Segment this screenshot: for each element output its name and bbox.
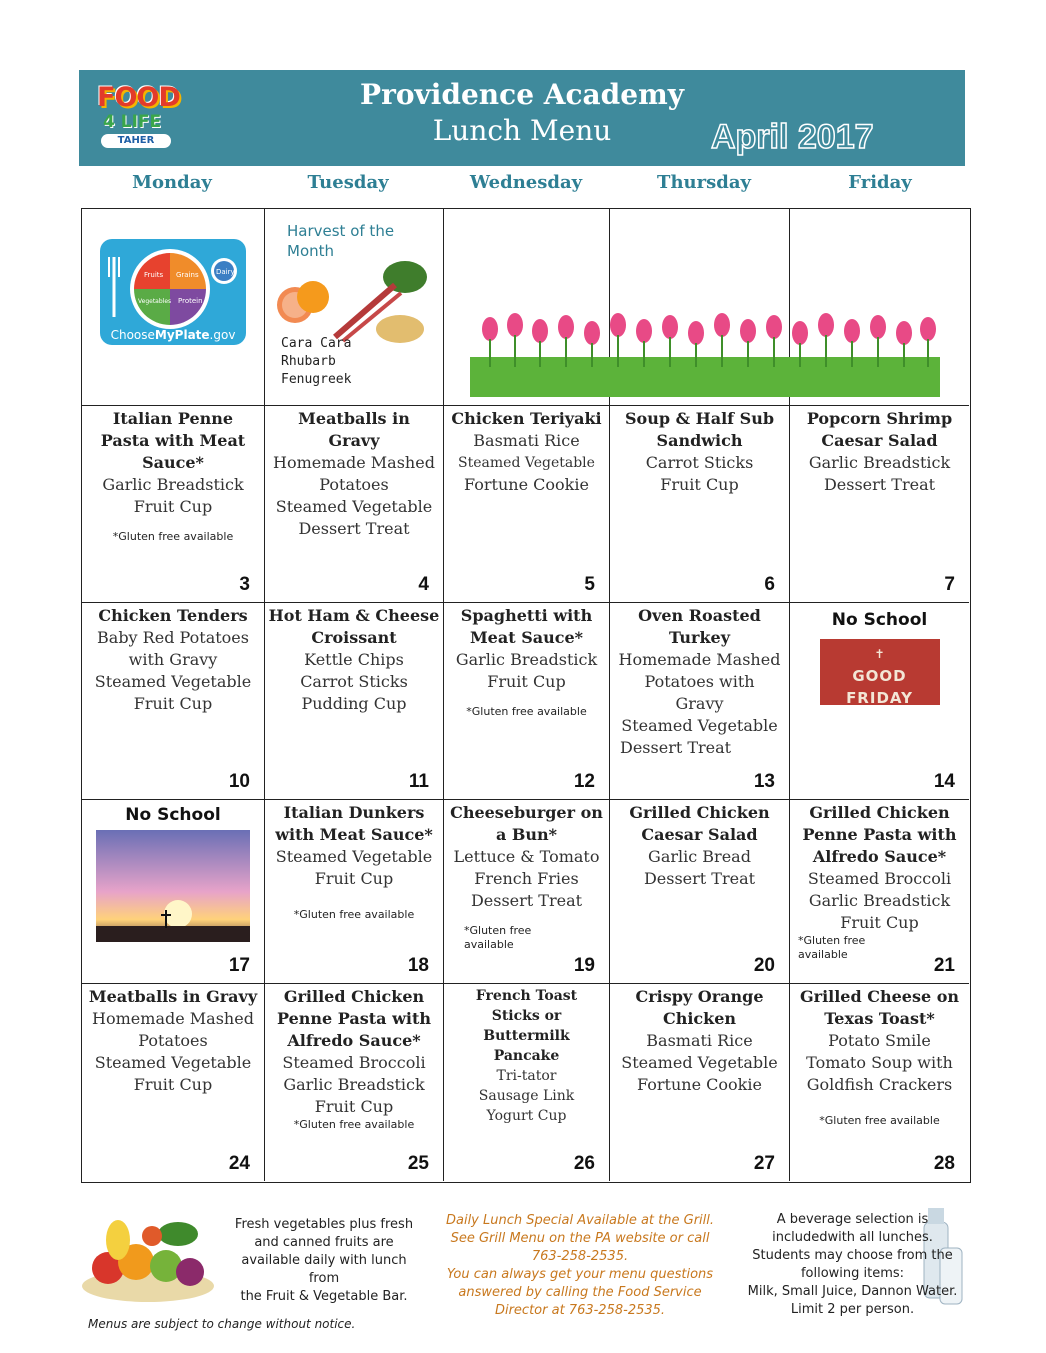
menu-cell-apr-13 bbox=[610, 603, 790, 800]
gluten-free-note: *Gluten free available bbox=[112, 530, 234, 543]
main-dish bbox=[82, 605, 264, 627]
footer-line: the Fruit & Vegetable Bar. bbox=[240, 1289, 408, 1304]
main-dish bbox=[444, 605, 609, 649]
myplate-cell bbox=[82, 209, 265, 406]
gluten-free-note: *Gluten free available bbox=[466, 705, 587, 718]
myplate-fruits-label: Fruits bbox=[144, 271, 164, 279]
side-line: Basmati Rice bbox=[473, 431, 580, 450]
main-line: Grilled Chicken bbox=[629, 803, 770, 822]
myplate-caption-post: .gov bbox=[209, 328, 236, 342]
side-line: Steamed Vegetable bbox=[94, 1053, 252, 1072]
side-line: Homemade Mashed bbox=[273, 453, 435, 472]
main-line: Sandwich bbox=[656, 431, 743, 450]
side-line: Carrot Sticks bbox=[300, 672, 408, 691]
main-dish bbox=[610, 408, 789, 452]
footer-line: includedwith all lunches. bbox=[772, 1230, 933, 1245]
side-line: Potatoes with bbox=[644, 672, 755, 691]
main-dish bbox=[444, 408, 609, 430]
main-dish bbox=[610, 802, 789, 846]
menu-cell-apr-7 bbox=[790, 406, 969, 603]
side-dishes bbox=[82, 474, 264, 518]
footer-line: Fresh vegetables plus fresh bbox=[234, 1217, 414, 1232]
side-dishes bbox=[265, 452, 443, 540]
side-line: Kettle Chips bbox=[304, 650, 404, 669]
harvest-produce-image bbox=[265, 257, 435, 347]
day-header-tuesday: Tuesday bbox=[307, 172, 389, 193]
menu-cell-apr-11 bbox=[265, 603, 444, 800]
menu-cell-apr-12 bbox=[444, 603, 610, 800]
sunrise-cross-image bbox=[96, 830, 250, 942]
main-dish bbox=[82, 408, 264, 474]
side-line: Steamed Vegetable bbox=[621, 1053, 778, 1072]
side-line: Carrot Sticks bbox=[645, 453, 754, 472]
date-number: 19 bbox=[573, 955, 595, 976]
side-line: Fruit Cup bbox=[487, 672, 566, 691]
main-dish bbox=[610, 605, 789, 649]
date-number: 5 bbox=[584, 574, 595, 595]
main-line: Alfredo Sauce* bbox=[287, 1031, 421, 1050]
side-line: Fortune Cookie bbox=[637, 1075, 762, 1094]
side-line: Potatoes bbox=[319, 475, 389, 494]
side-dishes bbox=[265, 649, 443, 715]
main-dish bbox=[265, 605, 443, 649]
main-line: Cheeseburger on bbox=[450, 803, 603, 822]
main-line: Texas Toast* bbox=[824, 1009, 935, 1028]
side-line: Gravy bbox=[675, 694, 724, 713]
day-header-wednesday: Wednesday bbox=[469, 172, 583, 193]
footer-line: Students may choose from the bbox=[752, 1248, 953, 1263]
date-number: 3 bbox=[239, 574, 250, 595]
date-number: 20 bbox=[753, 955, 775, 976]
side-line: Garlic Bread bbox=[648, 847, 751, 866]
gluten-free-note: *Gluten free available bbox=[464, 924, 532, 951]
side-line: Fruit Cup bbox=[840, 913, 919, 932]
no-school-label: No School bbox=[125, 805, 221, 825]
header-banner bbox=[79, 70, 965, 166]
date-number: 25 bbox=[407, 1153, 429, 1174]
main-line: Pancake bbox=[493, 1048, 560, 1064]
main-line: a Bun* bbox=[495, 825, 558, 844]
side-line: Potatoes bbox=[138, 1031, 208, 1050]
main-line: Sticks or bbox=[491, 1008, 562, 1024]
main-line: Grilled Chicken bbox=[809, 803, 950, 822]
main-line: Penne Pasta with bbox=[802, 825, 957, 844]
no-school-label: No School bbox=[831, 610, 928, 630]
main-line: Buttermilk bbox=[483, 1028, 570, 1044]
main-line: with Meat Sauce* bbox=[275, 825, 433, 844]
side-dishes bbox=[444, 430, 609, 496]
side-line: Yogurt Cup bbox=[486, 1108, 567, 1124]
gluten-free-note: *Gluten free available bbox=[819, 1114, 940, 1127]
date-number: 17 bbox=[228, 955, 250, 976]
menu-cell-apr-3 bbox=[82, 406, 265, 603]
school-title: Providence Academy bbox=[360, 78, 684, 111]
main-line: Italian Penne bbox=[112, 409, 234, 428]
good-friday-text: GOOD FRIDAY bbox=[846, 667, 913, 707]
side-line: Lettuce & Tomato bbox=[453, 847, 600, 866]
date-number: 10 bbox=[228, 771, 250, 792]
main-line: Gravy bbox=[328, 431, 380, 450]
side-dishes bbox=[610, 452, 789, 496]
calendar-grid bbox=[81, 208, 971, 1183]
side-line: Fruit Cup bbox=[133, 497, 213, 516]
logo-taher-text: TAHER bbox=[101, 134, 171, 148]
side-line: Fortune Cookie bbox=[464, 475, 589, 494]
side-line: Basmati Rice bbox=[646, 1031, 753, 1050]
side-line: Garlic Breadstick bbox=[102, 475, 244, 494]
main-line: Penne Pasta with bbox=[277, 1009, 431, 1028]
date-number: 28 bbox=[933, 1153, 955, 1174]
date-number: 12 bbox=[573, 771, 595, 792]
footer-line: Daily Lunch Special Available at the Grill. bbox=[445, 1213, 715, 1228]
harvest-title: Harvest of the Month bbox=[287, 222, 395, 260]
main-line: Soup & Half Sub bbox=[624, 409, 775, 428]
main-dish bbox=[790, 408, 969, 452]
main-dish bbox=[265, 986, 443, 1052]
main-dish bbox=[82, 986, 264, 1008]
side-line: Fruit Cup bbox=[314, 1097, 394, 1116]
side-line: Steamed Broccoli bbox=[807, 869, 952, 888]
gluten-free-note: *Gluten free available bbox=[798, 934, 866, 961]
side-line: Garlic Breadstick bbox=[455, 650, 598, 669]
main-dish bbox=[444, 986, 609, 1066]
main-line: Oven Roasted bbox=[638, 606, 761, 625]
main-line: Hot Ham & Cheese bbox=[268, 606, 440, 625]
main-dish bbox=[265, 408, 443, 452]
myplate-protein-label: Protein bbox=[178, 297, 203, 305]
side-dishes bbox=[790, 1030, 969, 1096]
gluten-free-note: *Gluten free available bbox=[293, 908, 415, 921]
month-title: April 2017 bbox=[711, 118, 874, 156]
footer-line: available daily with lunch from bbox=[241, 1253, 407, 1286]
side-line: Pudding Cup bbox=[301, 694, 407, 713]
side-line: Baby Red Potatoes bbox=[97, 628, 249, 647]
main-line: Grilled Cheese on bbox=[799, 987, 960, 1006]
main-dish bbox=[790, 986, 969, 1030]
menu-cell-apr-26 bbox=[444, 984, 610, 1181]
side-line: Steamed Vegetable bbox=[458, 455, 595, 471]
harvest-item: Fenugreek bbox=[281, 372, 352, 387]
main-line: French Toast bbox=[475, 988, 578, 1004]
main-dish bbox=[790, 802, 969, 868]
side-dishes bbox=[610, 846, 789, 890]
main-line: Chicken bbox=[662, 1009, 737, 1028]
harvest-item: Cara Cara bbox=[281, 336, 352, 351]
footer-line: See Grill Menu on the PA website or call bbox=[450, 1231, 710, 1246]
myplate-caption-pre: Choose bbox=[110, 328, 155, 342]
myplate-dairy-label: Dairy bbox=[216, 268, 235, 276]
footer-line: 763-258-2535. bbox=[531, 1249, 629, 1264]
harvest-cell bbox=[265, 209, 444, 406]
side-dishes bbox=[82, 1008, 264, 1096]
harvest-items bbox=[281, 335, 351, 389]
date-number: 24 bbox=[228, 1153, 250, 1174]
date-number: 18 bbox=[407, 955, 429, 976]
main-line: Sauce* bbox=[142, 453, 204, 472]
day-header-thursday: Thursday bbox=[657, 172, 751, 193]
side-dishes bbox=[610, 1030, 789, 1096]
beverage-text bbox=[735, 1211, 970, 1319]
menu-cell-apr-4 bbox=[265, 406, 444, 603]
footer-line: answered by calling the Food Service bbox=[458, 1285, 702, 1300]
side-dishes bbox=[265, 846, 443, 890]
side-line: with Gravy bbox=[128, 650, 218, 669]
main-line: Chicken Tenders bbox=[98, 606, 248, 625]
main-line: Popcorn Shrimp bbox=[806, 409, 953, 428]
main-line: Grilled Chicken bbox=[283, 987, 425, 1006]
side-line: Potato Smile bbox=[828, 1031, 931, 1050]
menu-cell-apr-6 bbox=[610, 406, 790, 603]
menu-cell-apr-17 bbox=[82, 800, 265, 984]
date-number: 7 bbox=[944, 574, 955, 595]
side-dishes bbox=[82, 627, 264, 715]
main-line: Turkey bbox=[668, 628, 731, 647]
side-line: Dessert Treat bbox=[823, 475, 936, 494]
side-line: Garlic Breadstick bbox=[283, 1075, 425, 1094]
date-number: 21 bbox=[933, 955, 955, 976]
menu-cell-apr-18 bbox=[265, 800, 444, 984]
date-number: 14 bbox=[933, 771, 955, 792]
side-dishes bbox=[444, 1066, 609, 1126]
fruits-vegetables-image bbox=[78, 1206, 218, 1306]
side-line: Goldfish Crackers bbox=[806, 1075, 953, 1094]
menu-cell-apr-14 bbox=[790, 603, 969, 800]
day-header-friday: Friday bbox=[848, 172, 912, 193]
footer-line: A beverage selection is bbox=[776, 1212, 929, 1227]
side-line: French Fries bbox=[474, 869, 579, 888]
footer-line: Milk, Small Juice, Dannon Water. bbox=[747, 1284, 958, 1299]
side-line: Steamed Vegetable bbox=[621, 716, 778, 735]
side-line: Fruit Cup bbox=[660, 475, 739, 494]
menu-cell-apr-5 bbox=[444, 406, 610, 603]
side-line: Fruit Cup bbox=[133, 1075, 213, 1094]
date-number: 13 bbox=[753, 771, 775, 792]
side-line: Homemade Mashed bbox=[92, 1009, 254, 1028]
side-line: Garlic Breadstick bbox=[808, 453, 951, 472]
footer-line: Limit 2 per person. bbox=[790, 1302, 915, 1317]
main-line: Meatballs in bbox=[298, 409, 410, 428]
side-dishes bbox=[444, 846, 609, 912]
footer-line: Director at 763-258-2535. bbox=[494, 1303, 666, 1318]
side-line: Tomato Soup with bbox=[806, 1053, 953, 1072]
date-number: 11 bbox=[408, 771, 429, 792]
cross-icon: ✝ bbox=[874, 647, 885, 661]
menu-cell-apr-21 bbox=[790, 800, 969, 984]
good-friday-image bbox=[820, 639, 940, 705]
side-line: Dessert Treat bbox=[470, 891, 583, 910]
side-dishes bbox=[790, 452, 969, 496]
myplate-grains-label: Grains bbox=[176, 271, 199, 279]
main-dish bbox=[265, 802, 443, 846]
main-line: Spaghetti with bbox=[460, 606, 593, 625]
side-line: Steamed Vegetable bbox=[94, 672, 252, 691]
date-number: 6 bbox=[764, 574, 775, 595]
harvest-item: Rhubarb bbox=[281, 354, 336, 369]
side-line: Fruit Cup bbox=[133, 694, 213, 713]
footer-line: You can always get your menu questions bbox=[446, 1267, 714, 1282]
menu-cell-apr-28 bbox=[790, 984, 969, 1181]
disclaimer-text: Menus are subject to change without notice. bbox=[88, 1317, 356, 1331]
side-line: Dessert Treat bbox=[620, 738, 732, 757]
side-line: Steamed Broccoli bbox=[282, 1053, 426, 1072]
logo-food-text: FOOD bbox=[97, 82, 180, 113]
side-line: Dessert Treat bbox=[643, 869, 756, 888]
side-line: Fruit Cup bbox=[314, 869, 394, 888]
menu-cell-apr-20 bbox=[610, 800, 790, 984]
side-line: Homemade Mashed bbox=[618, 650, 781, 669]
main-line: Meat Sauce* bbox=[469, 628, 584, 647]
logo-4life-text: 4 LIFE bbox=[103, 112, 162, 132]
day-header-monday: Monday bbox=[132, 172, 212, 193]
gluten-free-note: *Gluten free available bbox=[293, 1118, 415, 1131]
date-number: 27 bbox=[753, 1153, 775, 1174]
main-line: Meatballs in Gravy bbox=[88, 987, 258, 1006]
menu-subtitle: Lunch Menu bbox=[432, 114, 612, 147]
main-line: Italian Dunkers bbox=[283, 803, 425, 822]
side-dishes bbox=[265, 1052, 443, 1118]
menu-cell-apr-10 bbox=[82, 603, 265, 800]
main-line: Pasta with Meat bbox=[100, 431, 246, 450]
footer-line: following items: bbox=[800, 1266, 905, 1281]
side-dishes bbox=[610, 649, 789, 759]
main-line: Croissant bbox=[311, 628, 397, 647]
myplate-caption-bold: MyPlate bbox=[154, 328, 210, 342]
myplate-graphic bbox=[98, 237, 248, 347]
side-line: Tri-tator bbox=[496, 1068, 557, 1084]
menu-cell-apr-19 bbox=[444, 800, 610, 984]
myplate-vegetables-label: Vegetables bbox=[138, 298, 172, 305]
main-dish bbox=[444, 802, 609, 846]
main-line: Chicken Teriyaki bbox=[451, 409, 602, 428]
side-line: Steamed Vegetable bbox=[275, 847, 433, 866]
menu-cell-apr-25 bbox=[265, 984, 444, 1181]
svg-text:ChooseMyPlate.gov bbox=[111, 328, 236, 342]
tulips-image bbox=[470, 307, 940, 397]
side-dishes bbox=[444, 649, 609, 693]
main-line: Crispy Orange bbox=[635, 987, 764, 1006]
main-line: Caesar Salad bbox=[641, 825, 758, 844]
main-line: Alfredo Sauce* bbox=[812, 847, 947, 866]
side-line: Sausage Link bbox=[478, 1088, 575, 1104]
date-number: 26 bbox=[573, 1153, 595, 1174]
side-line: Garlic Breadstick bbox=[808, 891, 951, 910]
fruit-veg-bar-text bbox=[226, 1216, 422, 1306]
side-dishes bbox=[790, 868, 969, 934]
date-number: 4 bbox=[418, 574, 429, 595]
main-dish bbox=[610, 986, 789, 1030]
side-line: Steamed Vegetable bbox=[275, 497, 433, 516]
grill-special-text bbox=[430, 1212, 730, 1320]
footer-line: and canned fruits are bbox=[254, 1235, 394, 1250]
menu-cell-apr-24 bbox=[82, 984, 265, 1181]
side-line: Dessert Treat bbox=[298, 519, 410, 538]
main-line: Caesar Salad bbox=[821, 431, 938, 450]
menu-cell-apr-27 bbox=[610, 984, 790, 1181]
